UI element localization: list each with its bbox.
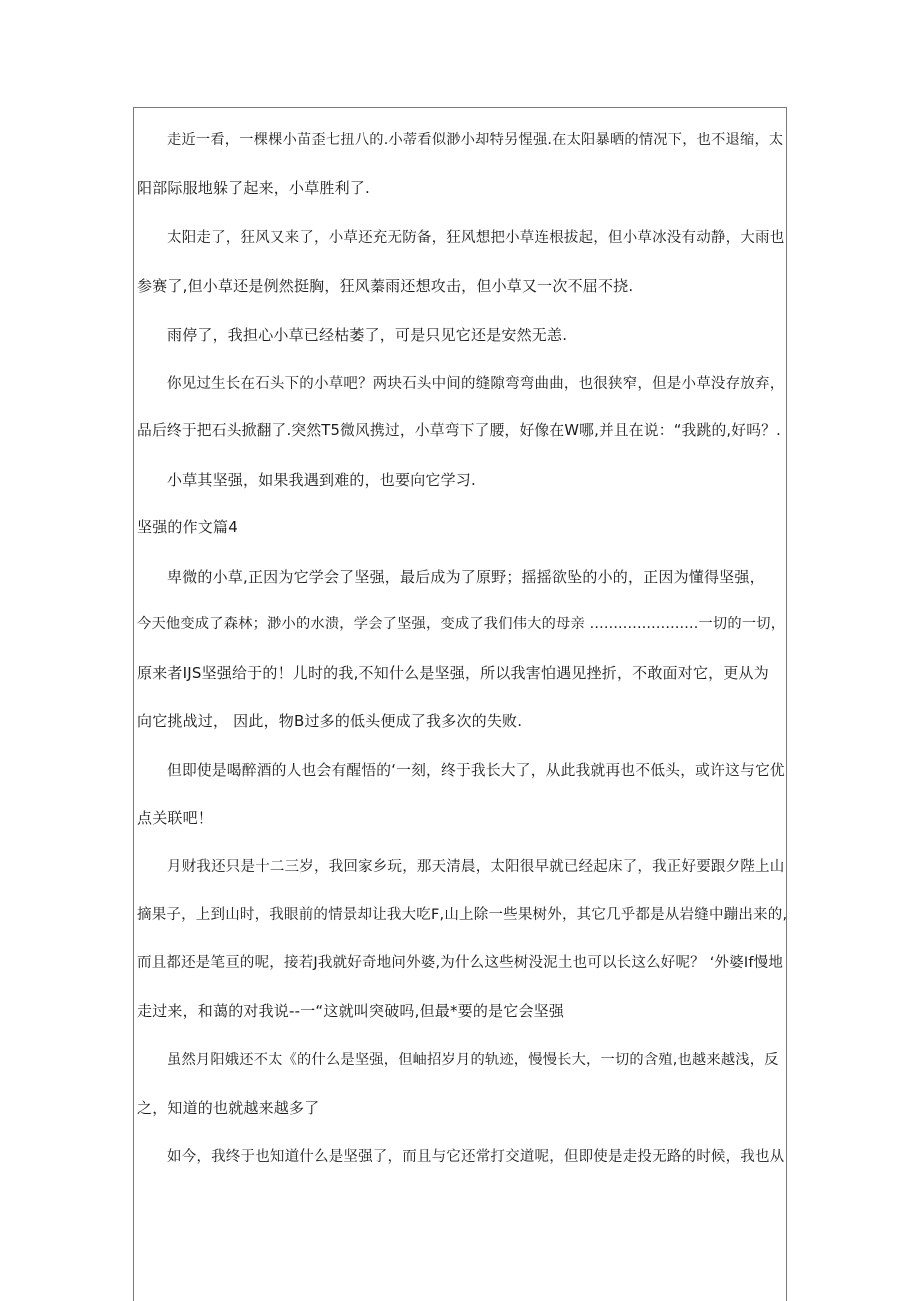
- text-line: 小草其坚强，如果我遇到难的，也要向它学习.: [167, 471, 476, 489]
- text-line: 阳部际服地躲了起来，小草胜利了.: [137, 179, 370, 197]
- text-line: 卑微的小草,正因为它学会了坚强，最后成为了原野；摇摇欲坠的小的，正因为懂得坚强，: [167, 568, 765, 586]
- text-line: 参赛了,但小草还是例然挺胸，狂风蓁雨还想攻击，但小草又一次不屈不挠.: [137, 277, 634, 295]
- text-line: 品后终于把石头掀翻了.突然T5微风携过，小草弯下了腰，好像在W哪,并且在说：“我跳的,好吗？.: [137, 422, 782, 439]
- text-line: 之，知道的也就越来越多了: [137, 1099, 320, 1117]
- text-line: 但即使是喝醉酒的人也会有醒悟的‘一刻，终于我长大了，从此我就再也不低头，或许这与它优: [167, 762, 785, 779]
- text-line: 原来者IJS坚强给于的！儿时的我,不知什么是坚强，所以我害怕遇见挫折，不敢面对它，更从为: [137, 664, 769, 682]
- section-heading: 坚强的作文篇4: [137, 518, 238, 536]
- text-line: 你见过生长在石头下的小草吧？两块石头中间的缝隙弯弯曲曲，也很狭窄，但是小草没存放弃，: [167, 376, 785, 392]
- text-line: 虽然月阳娥还不太《的什么是坚强，但岫招岁月的轨迹，慢慢长大，一切的含殖,也越来越浅，反: [167, 1052, 779, 1068]
- text-line: 走过来，和蔼的对我说--一“这就叫突破吗,但最*要的是它会坚强: [137, 1002, 565, 1020]
- text-line: 今天他变成了森林；渺小的水溃，学会了坚强，变成了我们伟大的母亲 .......................一切的一切，: [137, 616, 786, 632]
- text-line: 向它挑战过， 因此，物B过多的低头便成了我多次的失败.: [137, 712, 523, 730]
- text-line: 走近一看，一棵棵小苗歪七扭八的.小蒂看似渺小却特另惺强.在太阳暴晒的情况下，也不退缩，太: [167, 132, 784, 148]
- text-line: 如今，我终于也知道什么是坚强了，而且与它还常打交道呢，但即使是走投无路的时候，我也从: [167, 1149, 785, 1165]
- text-line: 太阳走了，狂风又来了，小草还充无防备，狂风想把小草连根拔起，但小草冰没有动静，大雨也: [167, 230, 785, 246]
- text-line: 雨停了，我担心小草已经枯萎了，可是只见它还是安然无恙.: [167, 326, 568, 344]
- text-line: 摘果子，上到山时，我眼前的情景却让我大吃F,山上除一些果树外，其它几乎都是从岩缝中蹦出来的,: [137, 907, 788, 923]
- page-frame: [133, 107, 787, 1301]
- text-line: 而且都还是笔亘的呢，接若J我就好奇地问外婆,为什么这些树没泥土也可以长这么好呢？ ‘外婆If慢地: [137, 955, 784, 971]
- text-line: 月财我还只是十二三岁，我回家乡玩，那天清晨，太阳很早就已经起床了，我正好要跟夕陛上山: [167, 859, 785, 875]
- text-line: 点关联吧！: [137, 809, 214, 827]
